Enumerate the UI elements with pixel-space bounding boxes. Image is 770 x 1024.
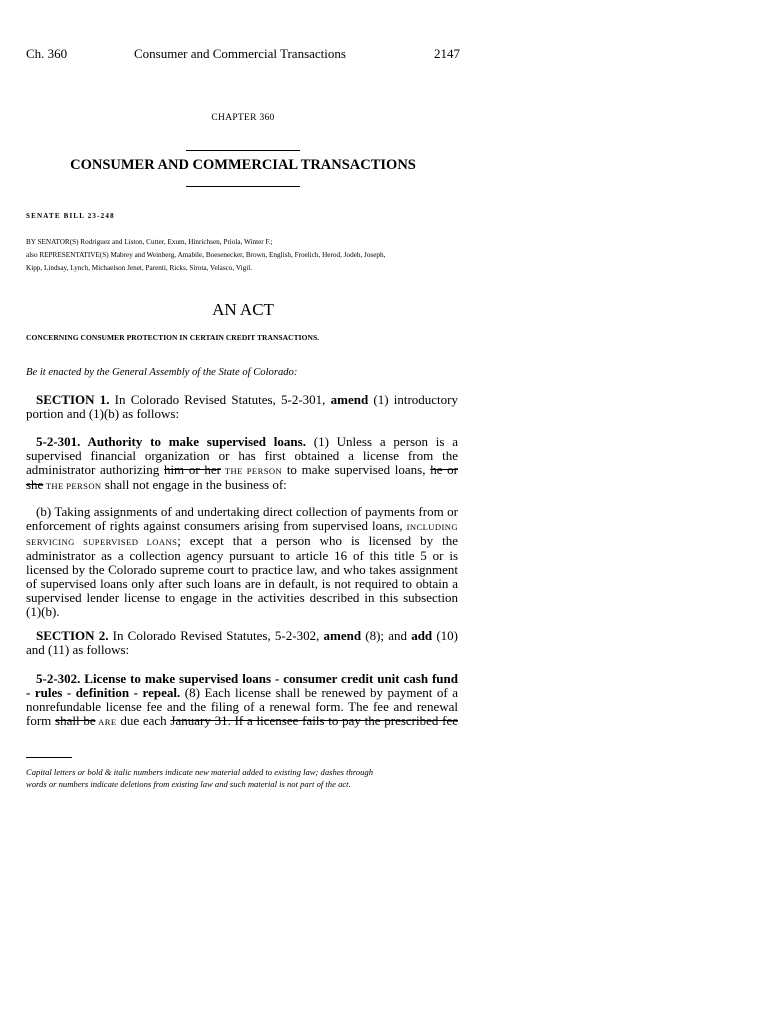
text-line: SECTION 1. In Colorado Revised Statutes, 5-2-301, amend (1) introductory [36, 392, 458, 407]
page-number: 2147 [434, 46, 460, 61]
running-head [26, 46, 460, 64]
section-label: SECTION 1. [36, 392, 110, 407]
enacting-clause: Be it enacted by the General Assembly of the State of Colorado: [26, 367, 298, 378]
text-line: SECTION 2. In Colorado Revised Statutes, 5-2-302, amend (8); and add (10) [36, 628, 459, 643]
sponsors-line: also REPRESENTATIVE(S) Mabrey and Weinberg, Amabile, Boesenecker, Brown, English, Froelich, Herod, Jodeh, Joseph, [26, 251, 386, 259]
sponsors-block [26, 236, 460, 275]
sponsors-line: BY SENATOR(S) Rodriguez and Liston, Cutter, Exum, Hinrichsen, Priola, Winter F.; [26, 238, 273, 246]
footnote-line: Capital letters or bold & italic numbers indicate new material added to existing law; dashes through [26, 767, 373, 777]
concerning-clause: CONCERNING CONSUMER PROTECTION IN CERTAIN CREDIT TRANSACTIONS. [26, 333, 320, 342]
text-line: administrator authorizing him or her THE PERSON to make supervised loans, he or [26, 462, 458, 477]
text-line: nonrefundable license fee and the filing of a renewal form. The fee and renewal [26, 699, 458, 714]
text-line: she THE PERSON shall not engage in the business of: [26, 477, 287, 492]
bill-number: SENATE BILL 23-248 [26, 212, 115, 220]
section-1-paragraph [26, 393, 458, 421]
section-label: SECTION 2. [36, 628, 109, 643]
amend-keyword: amend [330, 392, 369, 407]
add-keyword: add [411, 628, 433, 643]
added-text: THE PERSON [43, 481, 102, 491]
statute-heading: 5-2-302. License to make supervised loans - consumer credit unit cash fund [36, 671, 458, 686]
document-title: CONSUMER AND COMMERCIAL TRANSACTIONS [70, 157, 416, 173]
section-2-paragraph [26, 629, 458, 657]
footnote-rule [26, 757, 72, 758]
footnote [26, 766, 460, 790]
statute-heading: - rules - definition - repeal. [26, 685, 181, 700]
amend-keyword: amend [323, 628, 362, 643]
text-line: (b) Taking assignments of and undertaking direct collection of payments from or [36, 504, 458, 519]
text-line: enforcement of rights against consumers arising from supervised loans, INCLUDING [26, 518, 458, 533]
added-text: ARE [95, 717, 117, 727]
text-line: (1)(b). [26, 604, 60, 619]
deleted-text: January 31. If a licensee fails to pay the prescribed fee [170, 713, 458, 728]
chapter-label: CHAPTER 360 [211, 113, 275, 123]
subsection-1b [26, 505, 458, 619]
text-line: administrator as a collection agency pursuant to article 16 of this title 5 or is [26, 548, 458, 563]
deleted-text: she [26, 477, 44, 492]
text-line [26, 672, 458, 686]
running-head-chapter: Ch. 360 [26, 46, 68, 61]
text-line: portion and (1)(b) as follows: [26, 406, 180, 421]
statute-5-2-302 [26, 672, 458, 729]
added-text: INCLUDING [406, 522, 458, 532]
statute-heading: 5-2-301. Authority to make supervised loans. [36, 434, 306, 449]
sponsors-line: Kipp, Lindsay, Lynch, Michaelson Jenet, Parenti, Ricks, Sirota, Velasco, Vigil. [26, 264, 253, 272]
added-text: SERVICING SUPERVISED LOANS [26, 537, 178, 547]
text-line: supervised financial organization or has first obtained a license from the [26, 448, 458, 463]
text-line: 5-2-301. Authority to make supervised loans. (1) Unless a person is a [36, 434, 458, 449]
title-rule-top [186, 150, 300, 151]
deleted-text: him or her [163, 462, 221, 477]
text-line: - rules - definition - repeal. (8) Each license shall be renewed by payment of a [26, 685, 458, 700]
deleted-text: shall be [55, 713, 96, 728]
footnote-line: words or numbers indicate deletions from existing law and such material is not part of the act. [26, 779, 351, 789]
text-line: and (11) as follows: [26, 642, 130, 657]
title-rule-bottom [186, 186, 300, 187]
act-heading: AN ACT [212, 300, 274, 319]
text-line: form shall be ARE due each January 31. If a licensee fails to pay the prescribed fee [26, 713, 458, 728]
text-line: supervised lender license to engage in the activities described in this subsection [26, 590, 458, 605]
deleted-text: he or [430, 462, 458, 477]
running-head-title: Consumer and Commercial Transactions [134, 46, 346, 61]
added-text: THE PERSON [221, 466, 283, 476]
text-line: of supervised loans only after such loans are in default, is not required to obtain a [26, 576, 458, 591]
text-line: licensed by the Colorado supreme court to practice law, and who takes assignment [26, 562, 458, 577]
statute-5-2-301 [26, 435, 458, 493]
text-line: SERVICING SUPERVISED LOANS; except that a person who is licensed by the [26, 533, 458, 548]
